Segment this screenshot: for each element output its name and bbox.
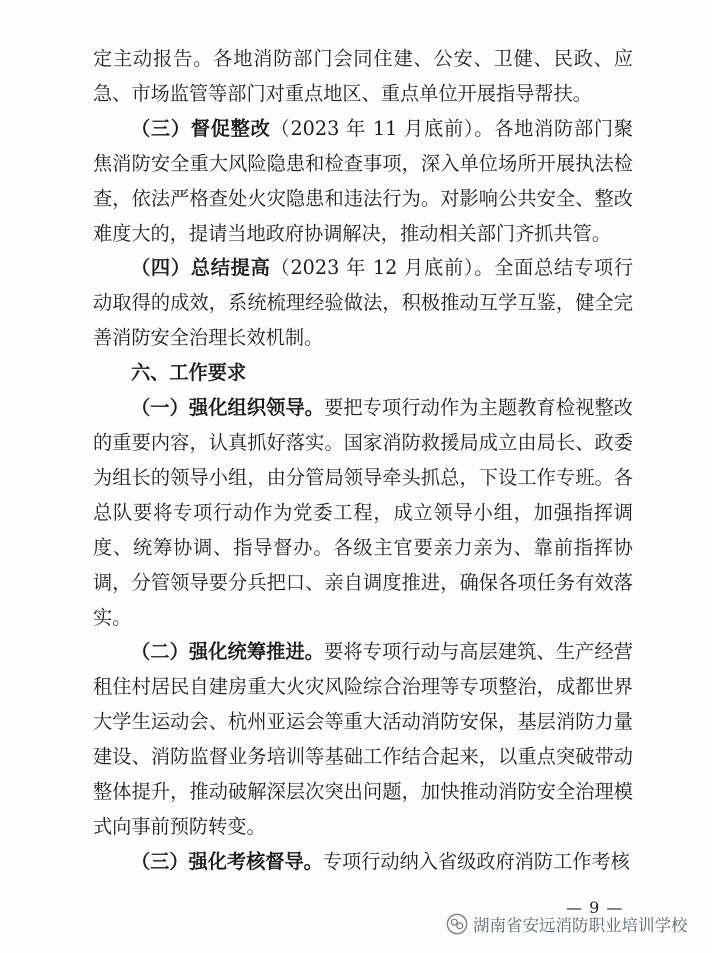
requirement-assessment-supervision: [93, 845, 633, 880]
paragraph-summarize-improve: [93, 251, 633, 356]
requirement-lead: （二）强化统筹推进。: [131, 640, 325, 664]
paragraph-supervise-rectify: [93, 112, 633, 252]
section-heading: 六、工作要求: [131, 361, 247, 385]
requirement-lead: （一）强化组织领导。: [131, 396, 325, 420]
watermark-text: 湖南省安远消防职业培训学校: [473, 916, 688, 935]
paragraph-text: 定主动报告。各地消防部门会同住建、公安、卫健、民政、应急、市场监管等部门对重点地区、重点单位开展指导帮扶。: [93, 47, 633, 105]
requirement-organization-leadership: [93, 391, 633, 635]
requirement-coordination: [93, 635, 633, 844]
wechat-official-account-icon: [446, 913, 468, 935]
page-number: — 9 —: [566, 898, 624, 917]
requirement-text: 要将专项行动与高层建筑、生产经营租住村居民自建房重大火灾风险综合治理等专项整治，成都世界大学生运动会、杭州亚运会等重大活动消防安保，基层消防力量建设、消防监督业务培训等基础工作结合起来，以重点突破带动整体提升，推动破解深层次突出问题，加快推动消防安全治理模式向事前预防转变。: [93, 640, 633, 838]
requirement-text: 要把专项行动作为主题教育检视整改的重要内容，认真抓好落实。国家消防救援局成立由局长、政委为组长的领导小组，由分管局领导牵头抓总，下设工作专班。各总队要将专项行动作为党委工程，成立领导小组，加强指挥调度、统筹协调、指导督办。各级主官要亲力亲为、靠前指挥协调，分管领导要分兵把口、亲自调度推进，确保各项任务有效落实。: [93, 396, 633, 629]
paragraph-continuation: [93, 42, 633, 112]
paragraph-text: （2023 年 11 月底前）。各地消防部门聚焦消防安全重大风险隐患和检查事项，深入单位场所开展执法检查，依法严格查处火灾隐患和违法行为。对影响公共安全、整改难度大的，提请当地政府协调解决，推动相关部门齐抓共管。: [93, 116, 634, 245]
paragraph-text: （2023 年 12 月底前）。全面总结专项行动取得的成效，系统梳理经验做法，积极推动互学互鉴，健全完善消防安全治理长效机制。: [93, 256, 634, 350]
requirement-lead: （三）强化考核督导。: [131, 849, 323, 873]
paragraph-lead: （三）督促整改: [131, 116, 271, 140]
watermark: [446, 909, 688, 939]
document-body: [93, 42, 633, 880]
requirement-text: 专项行动纳入省级政府消防工作考核: [322, 849, 630, 873]
paragraph-lead: （四）总结提高: [131, 256, 271, 280]
